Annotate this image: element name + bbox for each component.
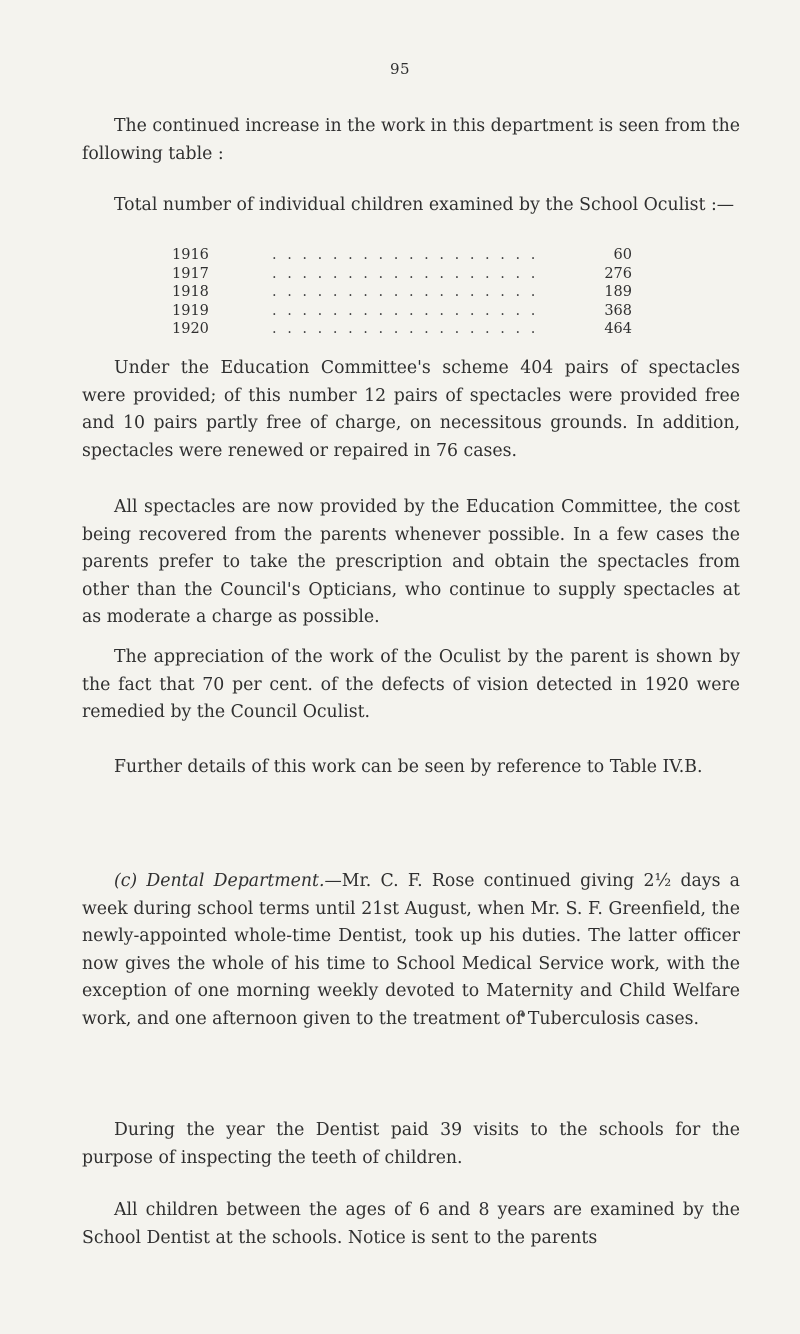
dental-heading: (c) Dental Department. [114, 871, 325, 891]
table-row [172, 283, 632, 302]
dentist-visits-paragraph: During the year the Dentist paid 39 visits to the schools for the purpose of inspecting the teeth of children. [82, 1120, 740, 1168]
appreciation-paragraph: The appreciation of the work of the Oculist by the parent is shown by the fact that 70 per cent. of the defects of vision detected in 1920 were remedied by the Council Oculist. [82, 647, 740, 722]
table-caption: Total number of individual children examined by the School Oculist :— [114, 195, 735, 215]
year-cell: 1918 [172, 284, 209, 300]
dental-paragraph [82, 868, 740, 1033]
page-number: 95 [389, 60, 411, 78]
cost-recovery-paragraph: All spectacles are now provided by the Education Committee, the cost being recovered from the parents whenever possible. In a few cases the parents prefer to take the prescription and obtain the spectacles from other than the Council's Opticians, who continue to supply spectacles at as moderate a charge as possible. [82, 497, 740, 627]
year-cell: 1920 [172, 321, 209, 337]
dental-body: —Mr. C. F. Rose continued giving 2½ days a week during school terms until 21st August, when Mr. S. F. Greenfield, the newly-appointed whole-time Dentist, took up his duties. The latter officer now gives the whole of his time to School Medical Service work, with the exception of one morning weekly devoted to Maternity and Child Welfare work, and one afternoon given to the treatment of Tuberculosis cases. [82, 871, 740, 1029]
count-cell: 60 [613, 247, 632, 263]
year-cell: 1917 [172, 265, 209, 282]
count-cell: 368 [604, 302, 632, 319]
year-cell: 1916 [172, 247, 209, 263]
table-row [172, 302, 632, 321]
dot-leader: . . . . . . . . . . . . . . . . . . [272, 247, 539, 263]
spectacles-scheme-paragraph: Under the Education Committee's scheme 404 pairs of spectacles were provided; of this number 12 pairs of spectacles were provided free and 10 pairs partly free of charge, on necessitous grounds. In addition, spectacles were renewed or repaired in 76 cases. [82, 358, 740, 461]
count-cell: 276 [604, 265, 632, 282]
count-cell: 464 [604, 321, 632, 337]
table-row [172, 246, 632, 265]
dot-leader: . . . . . . . . . . . . . . . . . . [272, 284, 539, 300]
table-row [172, 265, 632, 284]
dot-leader: . . . . . . . . . . . . . . . . . . [272, 302, 539, 319]
table-row [172, 320, 632, 339]
count-cell: 189 [604, 284, 632, 300]
examined-ages-paragraph: All children between the ages of 6 and 8 years are examined by the School Dentist at the schools. Notice is sent to the parents [82, 1200, 740, 1248]
examinations-table [172, 246, 632, 339]
year-cell: 1919 [172, 302, 209, 319]
intro-paragraph: The continued increase in the work in this department is seen from the following table : [82, 116, 740, 164]
further-details-paragraph: Further details of this work can be seen by reference to Table IV.B. [114, 757, 703, 777]
dot-leader: . . . . . . . . . . . . . . . . . . [272, 321, 539, 337]
dot-leader: . . . . . . . . . . . . . . . . . . [272, 265, 539, 282]
